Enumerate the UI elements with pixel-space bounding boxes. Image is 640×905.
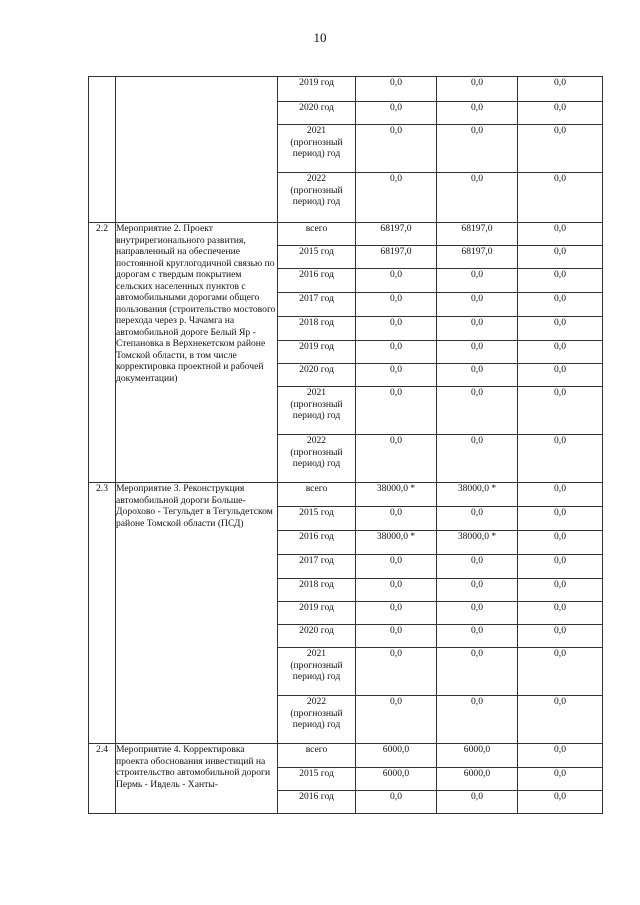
period-cell: 2015 год xyxy=(278,507,356,531)
value-cell-3: 0,0 xyxy=(518,223,603,246)
value-cell-1: 6000,0 xyxy=(356,768,437,791)
value-cell-1: 0,0 xyxy=(356,602,437,625)
value-cell-1: 0,0 xyxy=(356,791,437,814)
value-cell-2: 0,0 xyxy=(437,364,518,387)
value-cell-1: 0,0 xyxy=(356,269,437,293)
period-cell: 2021 (прогнозный период) год xyxy=(278,387,356,435)
period-cell: 2019 год xyxy=(278,77,356,102)
value-cell-1: 0,0 xyxy=(356,102,437,125)
table-row xyxy=(89,77,603,102)
value-cell-1: 0,0 xyxy=(356,507,437,531)
period-cell: 2018 год xyxy=(278,317,356,341)
value-cell-3: 0,0 xyxy=(518,625,603,648)
value-cell-2: 0,0 xyxy=(437,507,518,531)
value-cell-2: 0,0 xyxy=(437,648,518,696)
value-cell-2: 0,0 xyxy=(437,125,518,173)
value-cell-2: 0,0 xyxy=(437,269,518,293)
value-cell-1: 0,0 xyxy=(356,77,437,102)
table-row xyxy=(89,744,603,768)
value-cell-1: 0,0 xyxy=(356,435,437,483)
value-cell-3: 0,0 xyxy=(518,173,603,223)
value-cell-1: 38000,0 * xyxy=(356,483,437,507)
value-cell-2: 0,0 xyxy=(437,387,518,435)
value-cell-1: 0,0 xyxy=(356,293,437,317)
value-cell-2: 38000,0 * xyxy=(437,483,518,507)
value-cell-3: 0,0 xyxy=(518,531,603,555)
value-cell-2: 0,0 xyxy=(437,625,518,648)
value-cell-3: 0,0 xyxy=(518,791,603,814)
value-cell-3: 0,0 xyxy=(518,602,603,625)
item-number xyxy=(89,77,116,223)
value-cell-3: 0,0 xyxy=(518,269,603,293)
value-cell-3: 0,0 xyxy=(518,555,603,579)
item-description: Мероприятие 3. Реконструкция автомобильной дороги Больше-Дорохово - Тегульдет в Тегульдетском районе Томской области (ПСД) xyxy=(116,483,278,744)
value-cell-1: 38000,0 * xyxy=(356,531,437,555)
period-cell: всего xyxy=(278,744,356,768)
value-cell-2: 0,0 xyxy=(437,341,518,364)
value-cell-2: 0,0 xyxy=(437,791,518,814)
value-cell-2: 68197,0 xyxy=(437,246,518,269)
value-cell-3: 0,0 xyxy=(518,317,603,341)
period-cell: 2017 год xyxy=(278,293,356,317)
period-cell: 2022 (прогнозный период) год xyxy=(278,696,356,744)
value-cell-2: 0,0 xyxy=(437,579,518,602)
budget-table-body xyxy=(89,77,603,814)
value-cell-1: 0,0 xyxy=(356,625,437,648)
value-cell-2: 0,0 xyxy=(437,602,518,625)
period-cell: 2022 (прогнозный период) год xyxy=(278,435,356,483)
period-cell: 2020 год xyxy=(278,364,356,387)
value-cell-3: 0,0 xyxy=(518,77,603,102)
period-cell: 2019 год xyxy=(278,602,356,625)
value-cell-2: 68197,0 xyxy=(437,223,518,246)
item-number: 2.2 xyxy=(89,223,116,483)
value-cell-3: 0,0 xyxy=(518,507,603,531)
item-description: Мероприятие 4. Корректировка проекта обоснования инвестиций на строительство автомобильной дороги Пермь - Ивдель - Ханты- xyxy=(116,744,278,814)
value-cell-3: 0,0 xyxy=(518,579,603,602)
period-cell: 2021 (прогнозный период) год xyxy=(278,648,356,696)
value-cell-2: 0,0 xyxy=(437,317,518,341)
value-cell-1: 68197,0 xyxy=(356,246,437,269)
period-cell: 2020 год xyxy=(278,102,356,125)
value-cell-1: 0,0 xyxy=(356,173,437,223)
period-cell: 2019 год xyxy=(278,341,356,364)
value-cell-1: 6000,0 xyxy=(356,744,437,768)
page-number: 10 xyxy=(313,30,327,45)
value-cell-1: 0,0 xyxy=(356,555,437,579)
value-cell-2: 0,0 xyxy=(437,293,518,317)
period-cell: 2018 год xyxy=(278,579,356,602)
value-cell-1: 68197,0 xyxy=(356,223,437,246)
value-cell-3: 0,0 xyxy=(518,744,603,768)
value-cell-2: 0,0 xyxy=(437,555,518,579)
value-cell-3: 0,0 xyxy=(518,387,603,435)
value-cell-3: 0,0 xyxy=(518,648,603,696)
item-number: 2.3 xyxy=(89,483,116,744)
value-cell-2: 0,0 xyxy=(437,696,518,744)
table-row xyxy=(89,483,603,507)
value-cell-1: 0,0 xyxy=(356,341,437,364)
period-cell: 2017 год xyxy=(278,555,356,579)
value-cell-1: 0,0 xyxy=(356,579,437,602)
value-cell-1: 0,0 xyxy=(356,317,437,341)
value-cell-3: 0,0 xyxy=(518,293,603,317)
period-cell: 2021 (прогнозный период) год xyxy=(278,125,356,173)
value-cell-1: 0,0 xyxy=(356,648,437,696)
value-cell-3: 0,0 xyxy=(518,483,603,507)
period-cell: 2020 год xyxy=(278,625,356,648)
value-cell-2: 6000,0 xyxy=(437,744,518,768)
value-cell-2: 6000,0 xyxy=(437,768,518,791)
period-cell: 2015 год xyxy=(278,768,356,791)
item-description xyxy=(116,77,278,223)
budget-table xyxy=(88,76,603,814)
value-cell-3: 0,0 xyxy=(518,341,603,364)
period-cell: всего xyxy=(278,483,356,507)
value-cell-2: 0,0 xyxy=(437,102,518,125)
value-cell-3: 0,0 xyxy=(518,102,603,125)
period-cell: 2015 год xyxy=(278,246,356,269)
value-cell-3: 0,0 xyxy=(518,246,603,269)
value-cell-2: 0,0 xyxy=(437,435,518,483)
value-cell-3: 0,0 xyxy=(518,768,603,791)
period-cell: всего xyxy=(278,223,356,246)
value-cell-3: 0,0 xyxy=(518,364,603,387)
period-cell: 2016 год xyxy=(278,531,356,555)
value-cell-3: 0,0 xyxy=(518,696,603,744)
period-cell: 2016 год xyxy=(278,269,356,293)
value-cell-3: 0,0 xyxy=(518,125,603,173)
value-cell-1: 0,0 xyxy=(356,387,437,435)
item-description: Мероприятие 2. Проект внутрирегионального развития, направленный на обеспечение постоянной круглогодичной связью по дорогам с твердым покрытием сельских населенных пунктов с автомобильными дорогами общего пользования (строительство мостового перехода через р. Чачамга на автомобильной дороге Белый Яр - Степановка в Верхнекетском районе Томской области, в том числе корректировка проектной и рабочей документации) xyxy=(116,223,278,483)
value-cell-2: 0,0 xyxy=(437,77,518,102)
period-cell: 2022 (прогнозный период) год xyxy=(278,173,356,223)
value-cell-1: 0,0 xyxy=(356,696,437,744)
value-cell-2: 0,0 xyxy=(437,173,518,223)
value-cell-1: 0,0 xyxy=(356,364,437,387)
item-number: 2.4 xyxy=(89,744,116,814)
value-cell-3: 0,0 xyxy=(518,435,603,483)
value-cell-2: 38000,0 * xyxy=(437,531,518,555)
table-row xyxy=(89,223,603,246)
period-cell: 2016 год xyxy=(278,791,356,814)
value-cell-1: 0,0 xyxy=(356,125,437,173)
